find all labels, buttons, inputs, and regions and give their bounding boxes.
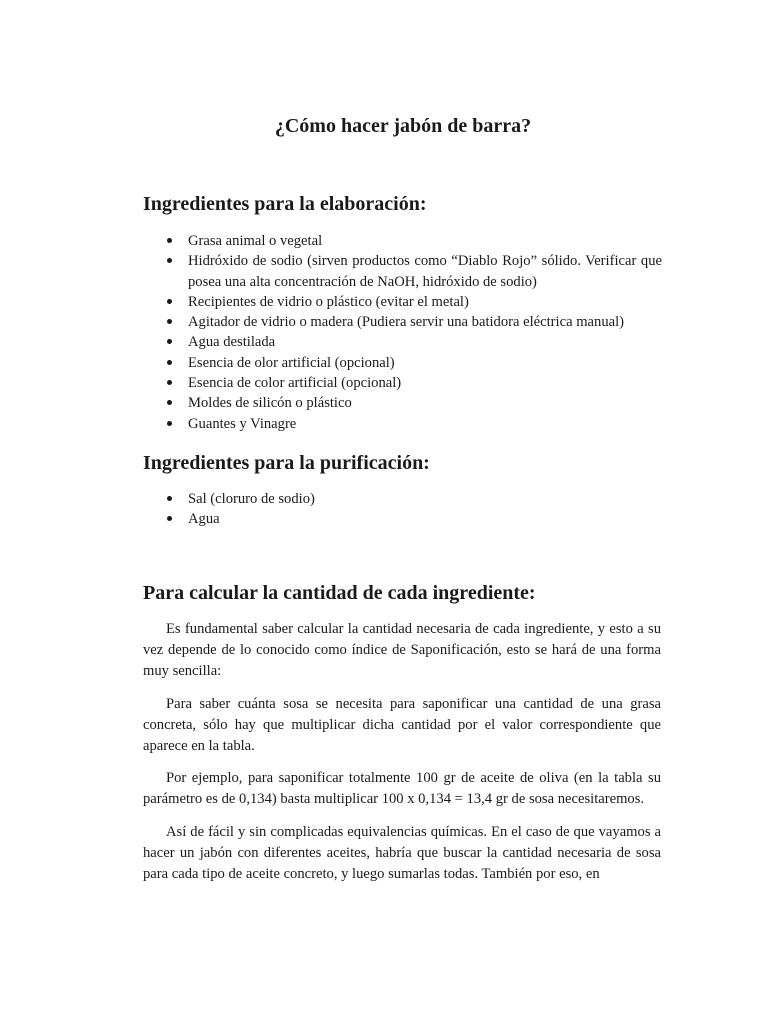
list-item: Moldes de silicón o plástico: [188, 393, 662, 413]
heading-elaboration: Ingredientes para la elaboración:: [143, 193, 427, 215]
list-item: Sal (cloruro de sodio): [188, 489, 662, 509]
list-item: Agua destilada: [188, 332, 662, 352]
paragraph: Por ejemplo, para saponificar totalmente 100 gr de aceite de oliva (en la tabla su parámetro es de 0,134) basta multiplicar 100 x 0,134 = 13,4 gr de sosa necesitaremos.: [143, 770, 661, 808]
paragraph: Así de fácil y sin complicadas equivalencias químicas. En el caso de que vayamos a hacer un jabón con diferentes aceites, habría que buscar la cantidad necesaria de sosa para cada tipo de aceite concreto, y luego sumarlas todas. También por eso, en: [143, 823, 661, 883]
list-item: Agua: [188, 509, 662, 529]
list-item: Guantes y Vinagre: [188, 414, 662, 434]
paragraph: Es fundamental saber calcular la cantidad necesaria de cada ingrediente, y esto a su vez depende de lo conocido como índice de Saponificación, esto se hará de una forma muy sencilla:: [143, 621, 661, 680]
list-item: Hidróxido de sodio (sirven productos como “Diablo Rojo” sólido. Verificar que posea una alta concentración de NaOH, hidróxido de sodio): [188, 251, 662, 292]
calculation-body: [143, 619, 661, 896]
list-item: Grasa animal o vegetal: [188, 231, 662, 251]
purification-ingredients-list: [188, 489, 662, 530]
heading-purification: Ingredientes para la purificación:: [143, 452, 430, 474]
heading-calculation: Para calcular la cantidad de cada ingrediente:: [143, 582, 536, 604]
list-item: Agitador de vidrio o madera (Pudiera servir una batidora eléctrica manual): [188, 312, 662, 332]
document-title: ¿Cómo hacer jabón de barra?: [274, 115, 532, 137]
list-item: Recipientes de vidrio o plástico (evitar el metal): [188, 292, 662, 312]
list-item: Esencia de color artificial (opcional): [188, 373, 662, 393]
paragraph: Para saber cuánta sosa se necesita para saponificar una cantidad de una grasa concreta, sólo hay que multiplicar dicha cantidad por el valor correspondiente que aparece en la tabla.: [143, 695, 661, 755]
elaboration-ingredients-list: [188, 231, 662, 434]
list-item: Esencia de olor artificial (opcional): [188, 353, 662, 373]
